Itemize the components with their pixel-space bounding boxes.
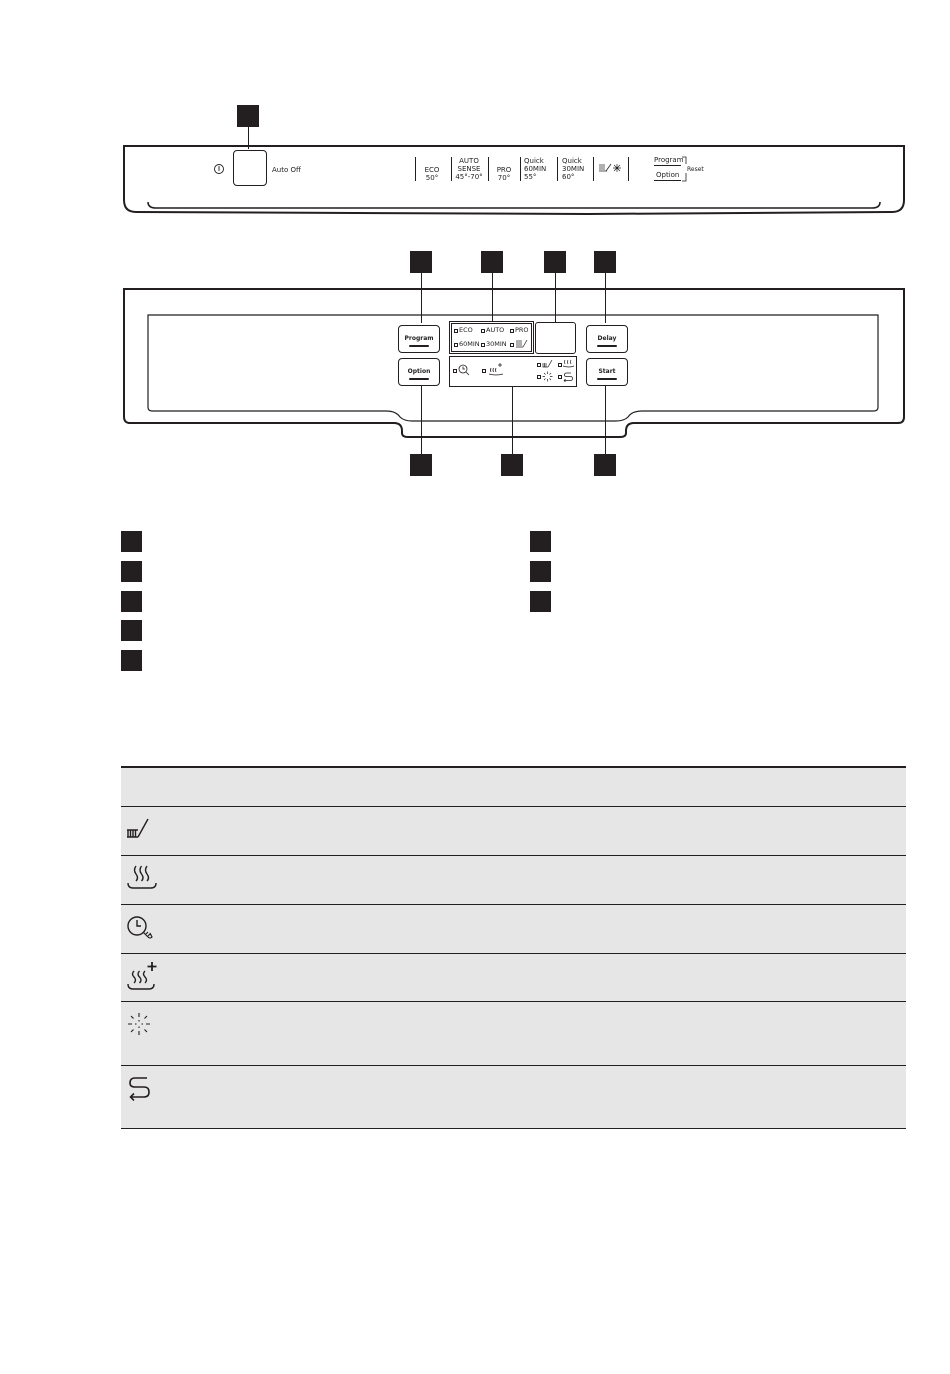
callout-line [421, 386, 422, 456]
table-rule [121, 1128, 906, 1129]
callout-line [605, 386, 606, 456]
option-label: Option [656, 171, 680, 179]
legend-marker [121, 531, 142, 552]
legend-marker [530, 531, 551, 552]
divider [415, 157, 416, 181]
program-underline [654, 165, 681, 166]
callout-marker [410, 454, 432, 476]
button-bar [597, 345, 617, 347]
legend-marker [530, 591, 551, 612]
button-bar [409, 378, 429, 380]
reset-label: Reset [687, 166, 704, 173]
led [510, 329, 514, 333]
rinse-icon [515, 338, 529, 349]
indicator-30min: 30MIN [486, 340, 507, 348]
legend-marker [121, 561, 142, 582]
delay-button[interactable]: Delay [586, 325, 628, 353]
table-row [121, 856, 906, 904]
program-button[interactable]: Program [398, 325, 440, 353]
program-quick60-label: Quick 60MIN 55° [524, 157, 547, 181]
sparkle-icon [126, 1011, 152, 1037]
clock-icon [458, 364, 471, 377]
indicator-eco: ECO [459, 326, 473, 334]
led [510, 343, 514, 347]
table-row [121, 954, 906, 1001]
legend-marker [121, 620, 142, 641]
program-auto-label: AUTO SENSE 45°-70° [455, 157, 483, 181]
display [535, 322, 576, 354]
led [537, 375, 541, 379]
table-header-row [121, 768, 906, 806]
led [558, 363, 562, 367]
option-underline [654, 180, 681, 181]
callout-marker [237, 105, 259, 127]
legend-marker [121, 591, 142, 612]
start-button[interactable]: Start [586, 358, 628, 386]
program-eco-label: ECO 50° [424, 166, 440, 182]
clock-icon [126, 915, 156, 943]
callout-marker [410, 251, 432, 273]
heat-plus-icon [488, 362, 504, 377]
callout-marker [594, 251, 616, 273]
led [537, 363, 541, 367]
brush-icon [542, 359, 554, 368]
led [453, 369, 457, 373]
program-pro-label: PRO 70° [496, 166, 512, 182]
led [558, 375, 562, 379]
divider [593, 157, 594, 181]
divider [557, 157, 558, 181]
loop-icon [127, 1075, 153, 1101]
button-bar [409, 345, 429, 347]
indicator-60min: 60MIN [459, 340, 480, 348]
divider [488, 157, 489, 181]
indicator-auto: AUTO [486, 326, 505, 334]
divider [628, 157, 629, 181]
callout-marker [544, 251, 566, 273]
callout-line [512, 387, 513, 456]
program-quick30-label: Quick 30MIN 60° [562, 157, 585, 181]
led [454, 329, 458, 333]
power-icon [213, 163, 225, 175]
callout-marker [594, 454, 616, 476]
option-button[interactable]: Option [398, 358, 440, 386]
table-row [121, 1002, 906, 1065]
led [482, 369, 486, 373]
indicator-pro: PRO [515, 326, 529, 334]
program-label: Program [654, 156, 684, 164]
legend-marker [530, 561, 551, 582]
auto-off-label: Auto Off [272, 166, 301, 174]
led [481, 343, 485, 347]
loop-icon [563, 371, 574, 382]
sparkle-icon [542, 371, 553, 382]
callout-marker [481, 251, 503, 273]
heat-waves-icon [125, 863, 159, 891]
led [481, 329, 485, 333]
divider [520, 157, 521, 181]
table-row [121, 807, 906, 855]
heat-plus-icon [125, 961, 159, 991]
table-row [121, 905, 906, 953]
brush-icon [126, 816, 152, 840]
table-row [121, 1066, 906, 1128]
heat-waves-icon [563, 359, 575, 368]
power-button[interactable] [233, 150, 267, 186]
rinse-dry-icon [598, 161, 624, 175]
legend-marker [121, 650, 142, 671]
led [454, 343, 458, 347]
button-bar [597, 378, 617, 380]
callout-marker [501, 454, 523, 476]
